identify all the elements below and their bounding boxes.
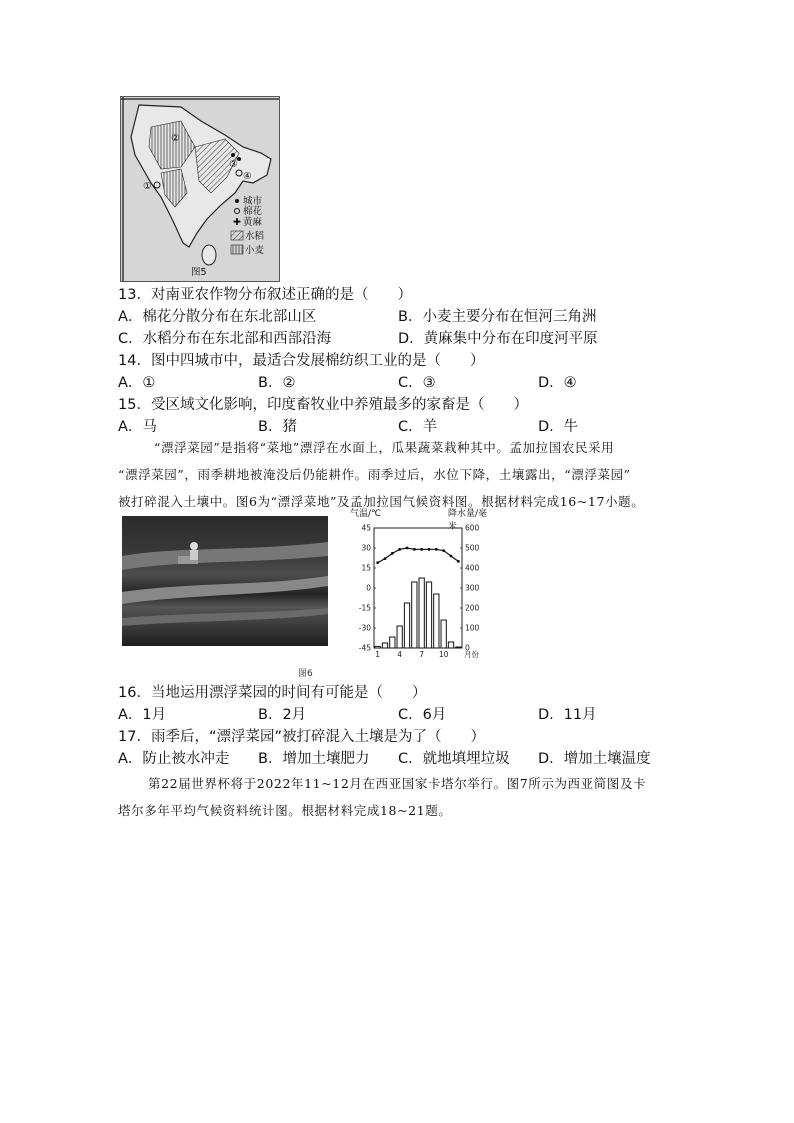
temperature-point <box>428 548 431 551</box>
legend-cotton: 棉花 <box>243 206 263 217</box>
jute-symbol-icon: ✚ <box>233 217 241 228</box>
plot-area <box>374 528 462 648</box>
left-tick-label: 45 <box>361 523 371 533</box>
climate-chart <box>344 506 494 664</box>
precipitation-bar <box>390 637 395 648</box>
question-16-option-b: B．2月 <box>258 707 307 723</box>
passage-line: 第22届世界杯将于2022年11~12月在西亚国家卡塔尔举行。图7所示为西亚简图及卡 <box>148 776 647 791</box>
right-tick-label: 0 <box>465 643 470 653</box>
floating-garden-photo <box>122 516 328 646</box>
question-15-option-c: C．羊 <box>398 419 438 435</box>
x-tick-label: 7 <box>419 650 425 659</box>
temperature-point <box>398 548 401 551</box>
question-13-stem: 13．对南亚农作物分布叙述正确的是（ ） <box>118 287 412 303</box>
precipitation-bar <box>404 603 409 648</box>
precipitation-bar <box>397 626 402 648</box>
marker-1: ① <box>143 181 152 192</box>
marker-3: ③ <box>229 159 238 170</box>
marker-2: ② <box>171 133 180 144</box>
question-16-stem: 16．当地运用漂浮菜园的时间有可能是（ ） <box>118 685 427 701</box>
question-17-option-c: C．就地填埋垃圾 <box>398 751 510 767</box>
question-16-option-c: C．6月 <box>398 707 447 723</box>
marker-4: ④ <box>243 171 252 182</box>
precipitation-bar <box>434 594 439 648</box>
precipitation-bar <box>382 643 387 648</box>
question-14-option-a: A．① <box>118 375 156 391</box>
question-16-option-a: A．1月 <box>118 707 167 723</box>
question-17-option-b: B．增加土壤肥力 <box>258 751 370 767</box>
climate-chart-svg <box>344 516 494 666</box>
temperature-point <box>376 561 379 564</box>
temperature-point <box>450 555 453 558</box>
question-14-option-d: D．④ <box>538 375 577 391</box>
question-16-option-d: D．11月 <box>538 707 597 723</box>
precipitation-bar <box>419 578 424 648</box>
question-14-option-c: C．③ <box>398 375 436 391</box>
x-unit-label: 月份 <box>464 650 479 659</box>
question-17-option-a: A．防止被水冲走 <box>118 751 230 767</box>
precipitation-bar <box>448 642 453 648</box>
left-tick-label: -30 <box>358 623 371 633</box>
question-17-option-d: D．增加土壤温度 <box>538 751 651 767</box>
passage-line: “漂浮菜园”是指将“菜地”漂浮在水面上，瓜果蔬菜栽种其中。孟加拉国农民采用 <box>154 440 615 455</box>
right-tick-label: 600 <box>465 523 480 533</box>
temperature-line <box>378 548 459 563</box>
figure-6-caption: 图6 <box>298 669 313 679</box>
left-tick-label: 15 <box>361 563 371 573</box>
temperature-point <box>384 557 387 560</box>
precipitation-bar <box>412 582 417 648</box>
south-asia-map <box>121 97 279 281</box>
x-tick-label: 4 <box>397 650 403 659</box>
left-axis-title: 气温/℃ <box>350 509 382 519</box>
left-tick-label: -45 <box>358 643 371 653</box>
temperature-point <box>413 548 416 551</box>
temperature-point <box>442 549 445 552</box>
right-tick-label: 400 <box>465 563 480 573</box>
question-15-option-d: D．牛 <box>538 419 579 435</box>
question-13-option-c: C．水稻分布在东北部和西部沿海 <box>118 331 332 347</box>
temperature-point <box>457 560 460 563</box>
question-15-option-a: A．马 <box>118 419 157 435</box>
right-tick-label: 500 <box>465 543 480 553</box>
question-14-stem: 14．图中四城市中，最适合发展棉纺织工业的是（ ） <box>118 353 485 369</box>
right-tick-label: 200 <box>465 603 480 613</box>
question-13-option-d: D．黄麻集中分布在印度河平原 <box>398 331 598 347</box>
passage-line: 塔尔多年平均气候资料统计图。根据材料完成18~21题。 <box>118 803 452 818</box>
left-tick-label: 30 <box>361 543 371 553</box>
legend-jute: 黄麻 <box>243 217 263 228</box>
precipitation-bar <box>426 582 431 648</box>
passage-line: “漂浮菜园”，雨季耕地被淹没后仍能耕作。雨季过后，水位下降，土壤露出，“漂浮菜园” <box>118 467 631 482</box>
question-14-option-b: B．② <box>258 375 296 391</box>
right-tick-label: 100 <box>465 623 480 633</box>
figure-5 <box>120 96 280 282</box>
left-tick-label: 0 <box>366 583 371 593</box>
question-15-option-b: B．猪 <box>258 419 297 435</box>
x-tick-label: 10 <box>438 650 449 659</box>
right-tick-label: 300 <box>465 583 480 593</box>
x-tick-label: 1 <box>375 650 381 659</box>
figure-5-caption: 图5 <box>191 267 207 278</box>
temperature-point <box>420 548 423 551</box>
passage-world-cup <box>118 770 678 824</box>
legend-rice: 水稻 <box>245 231 265 242</box>
temperature-point <box>406 547 409 550</box>
left-tick-label: -15 <box>358 603 371 613</box>
question-15-stem: 15．受区域文化影响，印度畜牧业中养殖最多的家畜是（ ） <box>118 397 528 413</box>
right-axis-title: 降水量/毫米 <box>448 509 488 532</box>
legend-wheat: 小麦 <box>245 245 265 256</box>
passage-floating-garden <box>118 434 678 515</box>
question-13-option-b: B．小麦主要分布在恒河三角洲 <box>398 309 597 325</box>
question-17-stem: 17．雨季后，“漂浮菜园”被打碎混入土壤是为了（ ） <box>118 729 485 745</box>
temperature-point <box>391 552 394 555</box>
legend-city: 城市 <box>243 196 263 207</box>
precipitation-bar <box>441 620 446 648</box>
temperature-point <box>435 548 438 551</box>
passage-line: 被打碎混入土壤中。图6为“漂浮菜地”及孟加拉国气候资料图。根据材料完成16~17小题。 <box>118 494 645 509</box>
question-13-option-a: A．棉花分散分布在东北部山区 <box>118 309 317 325</box>
